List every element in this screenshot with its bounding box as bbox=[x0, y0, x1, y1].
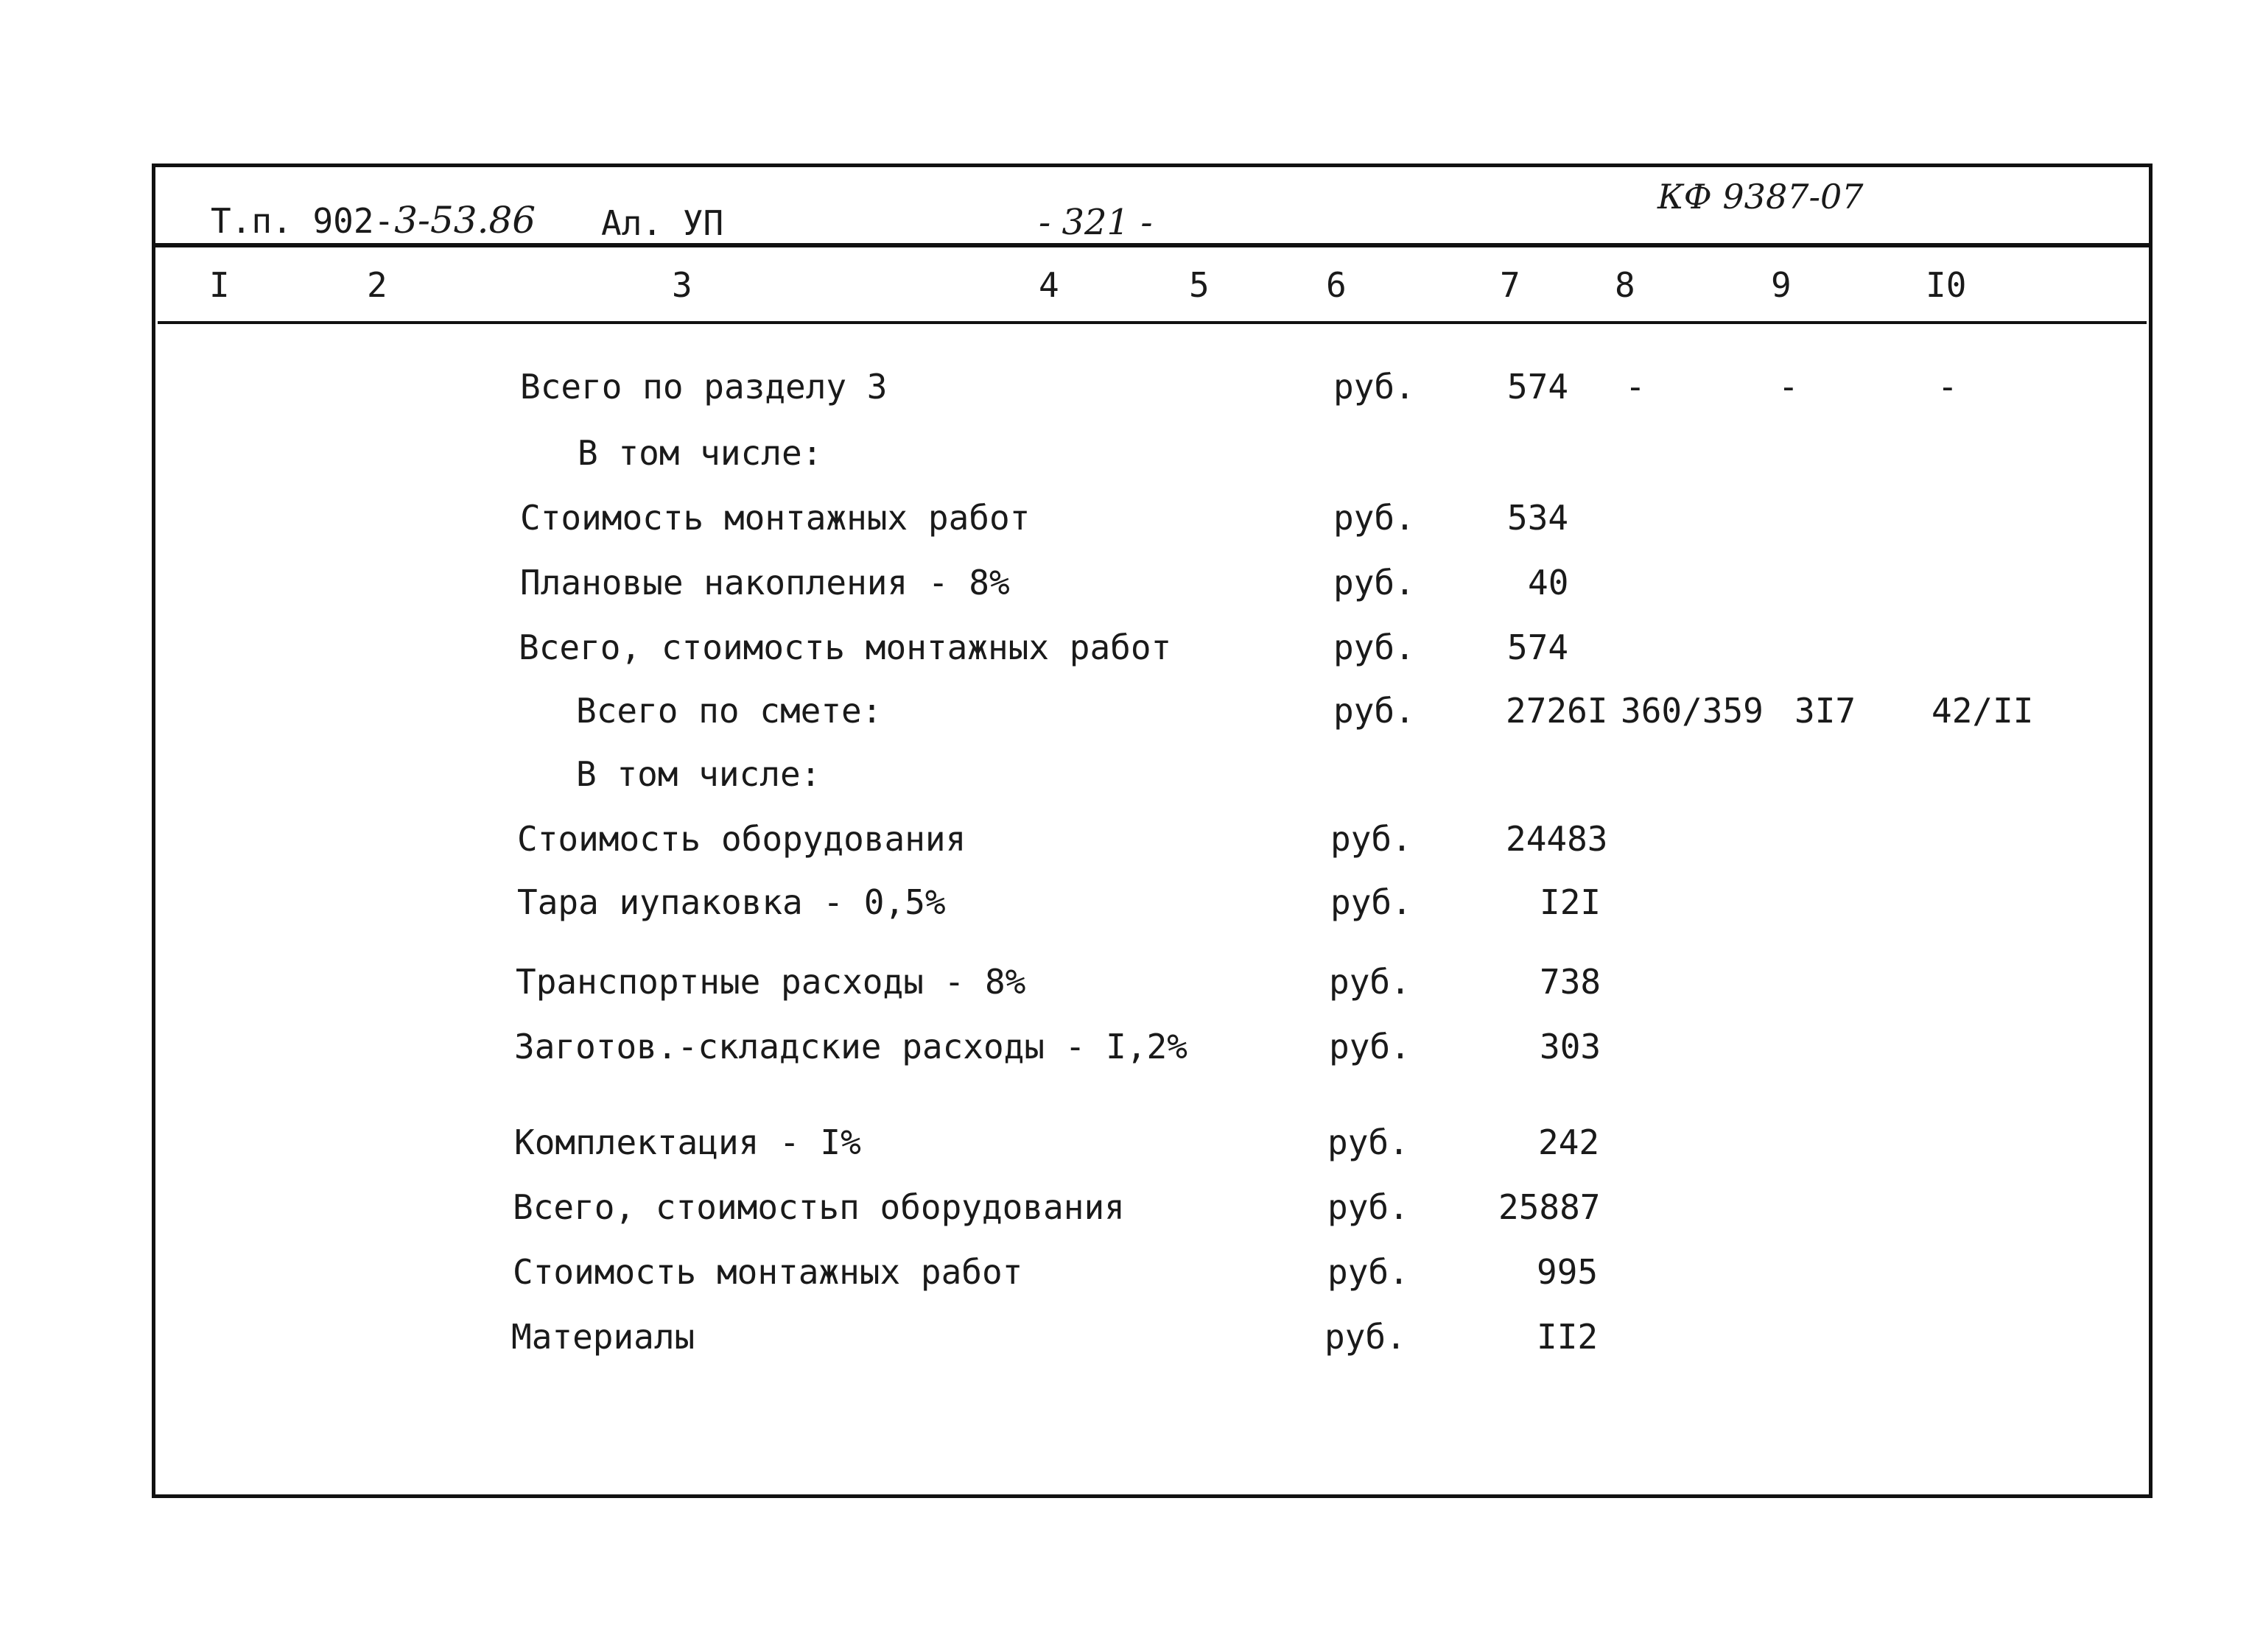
row-unit: руб. bbox=[1333, 691, 1415, 731]
col-3: 3 bbox=[672, 265, 692, 305]
col-4: 4 bbox=[1039, 265, 1059, 305]
row-col7: 534 bbox=[1507, 498, 1569, 538]
row-col7: 995 bbox=[1537, 1252, 1599, 1292]
row-col7: 24483 bbox=[1506, 819, 1608, 859]
row-col7: 2726I bbox=[1506, 691, 1608, 731]
table-row bbox=[0, 498, 2263, 542]
row-label: Стоимость монтажных работ bbox=[520, 498, 1031, 538]
col-9: 9 bbox=[1771, 265, 1792, 305]
table-row bbox=[0, 819, 2263, 863]
row-col7: II2 bbox=[1537, 1317, 1599, 1357]
col-7: 7 bbox=[1500, 265, 1520, 305]
row-unit: руб. bbox=[1327, 1187, 1409, 1227]
row-col7: 738 bbox=[1540, 962, 1601, 1002]
col-6: 6 bbox=[1326, 265, 1347, 305]
row-label: Материалы bbox=[511, 1317, 695, 1357]
row-label: Плановые накопления - 8% bbox=[520, 563, 1010, 602]
row-unit: руб. bbox=[1333, 498, 1415, 538]
table-row bbox=[0, 691, 2263, 735]
row-label: Стоимость монтажных работ bbox=[513, 1252, 1023, 1292]
row-unit: руб. bbox=[1329, 1027, 1411, 1066]
tp-number-handwritten: 3-53.86 bbox=[394, 199, 536, 242]
column-header-rule bbox=[158, 321, 2147, 324]
col-2: 2 bbox=[367, 265, 387, 305]
row-label: Комплектация - I% bbox=[514, 1122, 861, 1162]
row-unit: руб. bbox=[1327, 1252, 1409, 1292]
header-rule bbox=[152, 243, 2153, 247]
table-row bbox=[0, 433, 2263, 477]
document-code: КФ 9387-07 bbox=[1657, 177, 1864, 217]
row-col7: 574 bbox=[1507, 628, 1569, 667]
table-row bbox=[0, 1122, 2263, 1167]
row-col8: - bbox=[1625, 367, 1646, 407]
table-row bbox=[0, 962, 2263, 1006]
tp-prefix: Т.п. 902- bbox=[211, 201, 395, 241]
row-label: Транспортные расходы - 8% bbox=[516, 962, 1026, 1002]
row-label: Всего, стоимостьп оборудования bbox=[513, 1187, 1125, 1227]
row-unit: руб. bbox=[1333, 563, 1415, 602]
col-1: I bbox=[209, 265, 230, 305]
row-label: Всего, стоимость монтажных работ bbox=[519, 628, 1172, 667]
row-unit: руб. bbox=[1333, 628, 1415, 667]
row-label: Всего по смете: bbox=[576, 691, 883, 731]
row-col7: 40 bbox=[1528, 563, 1569, 602]
album-label: Ал. УП bbox=[601, 203, 724, 243]
row-col7: 25887 bbox=[1498, 1187, 1601, 1227]
row-col8: 360/359 bbox=[1621, 691, 1764, 731]
row-col7: 303 bbox=[1540, 1027, 1601, 1066]
table-row bbox=[0, 367, 2263, 411]
table-row bbox=[0, 1252, 2263, 1296]
row-unit: руб. bbox=[1330, 882, 1412, 922]
row-col7: 242 bbox=[1538, 1122, 1600, 1162]
col-5: 5 bbox=[1189, 265, 1210, 305]
row-col7: I2I bbox=[1540, 882, 1601, 922]
row-unit: руб. bbox=[1333, 367, 1415, 407]
col-8: 8 bbox=[1615, 265, 1635, 305]
row-label: В том числе: bbox=[578, 433, 823, 473]
page-number: - 321 - bbox=[1039, 202, 1153, 243]
row-label: Тара иупаковка - 0,5% bbox=[517, 882, 946, 922]
table-row bbox=[0, 628, 2263, 672]
row-col9: 3I7 bbox=[1794, 691, 1856, 731]
doc-header bbox=[211, 199, 536, 242]
row-col9: - bbox=[1778, 367, 1799, 407]
row-label: Стоимость оборудования bbox=[517, 819, 966, 859]
row-col10: - bbox=[1937, 367, 1958, 407]
table-row bbox=[0, 882, 2263, 927]
table-row bbox=[0, 1027, 2263, 1071]
row-label: В том числе: bbox=[576, 754, 821, 794]
row-label: Заготов.-складские расходы - I,2% bbox=[514, 1027, 1187, 1066]
row-unit: руб. bbox=[1327, 1122, 1409, 1162]
row-unit: руб. bbox=[1325, 1317, 1406, 1357]
table-row bbox=[0, 754, 2263, 798]
row-col10: 42/II bbox=[1932, 691, 2034, 731]
table-row bbox=[0, 1317, 2263, 1361]
table-row bbox=[0, 1187, 2263, 1231]
row-label: Всего по разделу 3 bbox=[520, 367, 888, 407]
row-unit: руб. bbox=[1329, 962, 1411, 1002]
table-row bbox=[0, 563, 2263, 607]
row-unit: руб. bbox=[1330, 819, 1412, 859]
row-col7: 574 bbox=[1507, 367, 1569, 407]
col-10: I0 bbox=[1926, 265, 1967, 305]
